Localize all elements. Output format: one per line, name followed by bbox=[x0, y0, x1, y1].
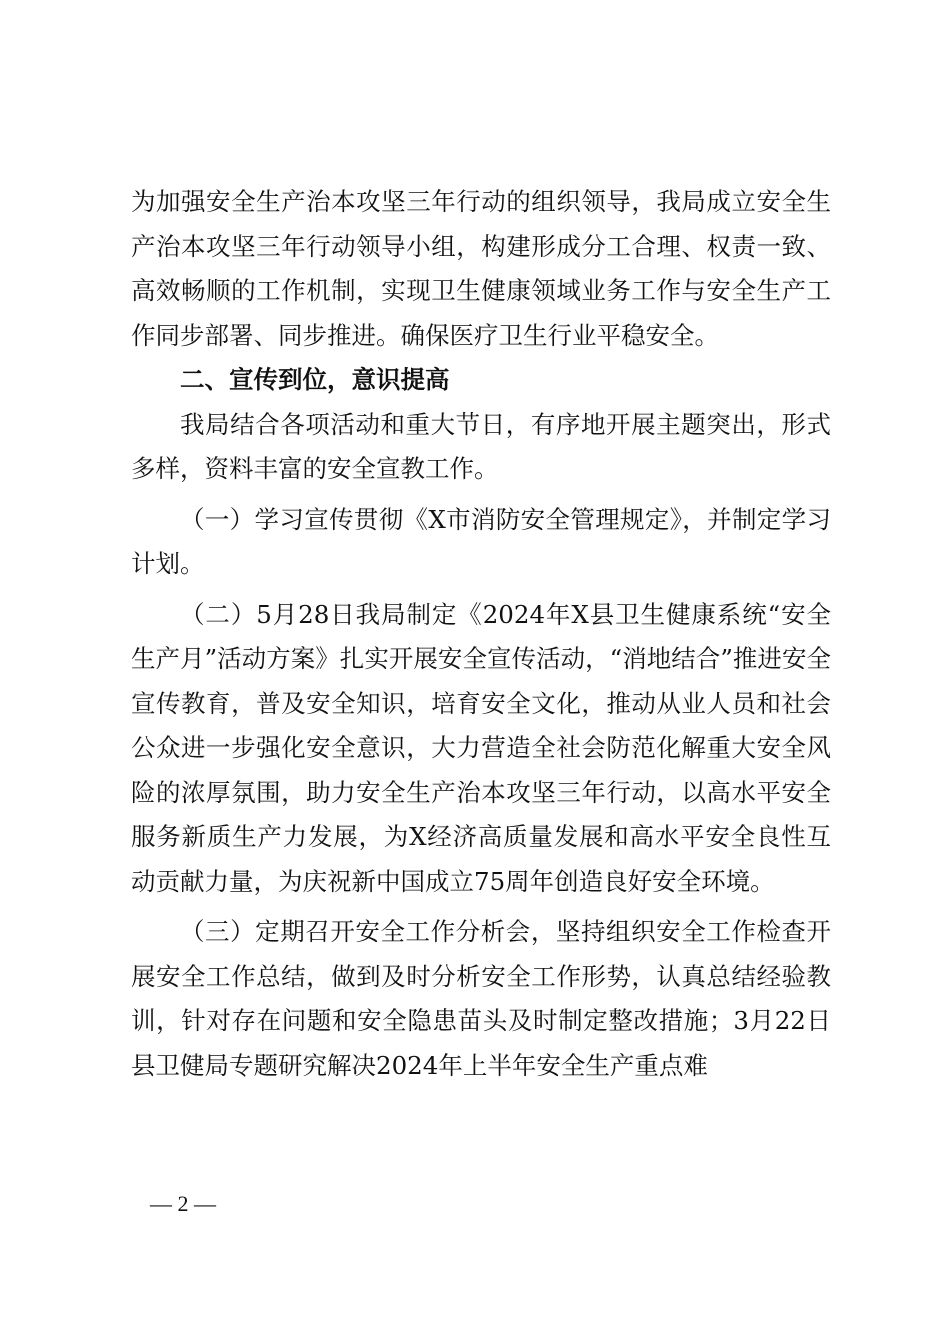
paragraph-item-three: （三）定期召开安全工作分析会，坚持组织安全工作检查开展安全工作总结，做到及时分析安全工作形势，认真总结经验教训，针对存在问题和安全隐患苗头及时制定整改措施；3月22日县卫健局专题研究解决2024年上半年安全生产重点难 bbox=[131, 917, 831, 1080]
page-number: — 2 — bbox=[150, 1191, 216, 1216]
paragraph-leadership: 为加强安全生产治本攻坚三年行动的组织领导，我局成立安全生产治本攻坚三年行动领导小组，构建形成分工合理、权责一致、高效畅顺的工作机制，实现卫生健康领域业务工作与安全生产工作同步部署、同步推进。确保医疗卫生行业平稳安全。 bbox=[131, 187, 831, 350]
section-heading-publicity: 二、宣传到位，意识提高 bbox=[180, 365, 450, 394]
document-body bbox=[131, 180, 831, 1088]
paragraph-item-two: （二）5月28日我局制定《2024年X县卫生健康系统“安全生产月”活动方案》扎实开展安全宣传活动，“消地结合”推进安全宣传教育，普及安全知识，培育安全文化，推动从业人员和社会公众进一步强化安全意识，大力营造全社会防范化解重大安全风险的浓厚氛围，助力安全生产治本攻坚三年行动，以高水平安全服务新质生产力发展，为X经济高质量发展和高水平安全良性互动贡献力量，为庆祝新中国成立75周年创造良好安全环境。 bbox=[131, 599, 831, 896]
paragraph-publicity-intro: 我局结合各项活动和重大节日，有序地开展主题突出，形式多样，资料丰富的安全宣教工作。 bbox=[131, 409, 831, 483]
paragraph-item-one: （一）学习宣传贯彻《X市消防安全管理规定》，并制定学习计划。 bbox=[131, 504, 831, 578]
